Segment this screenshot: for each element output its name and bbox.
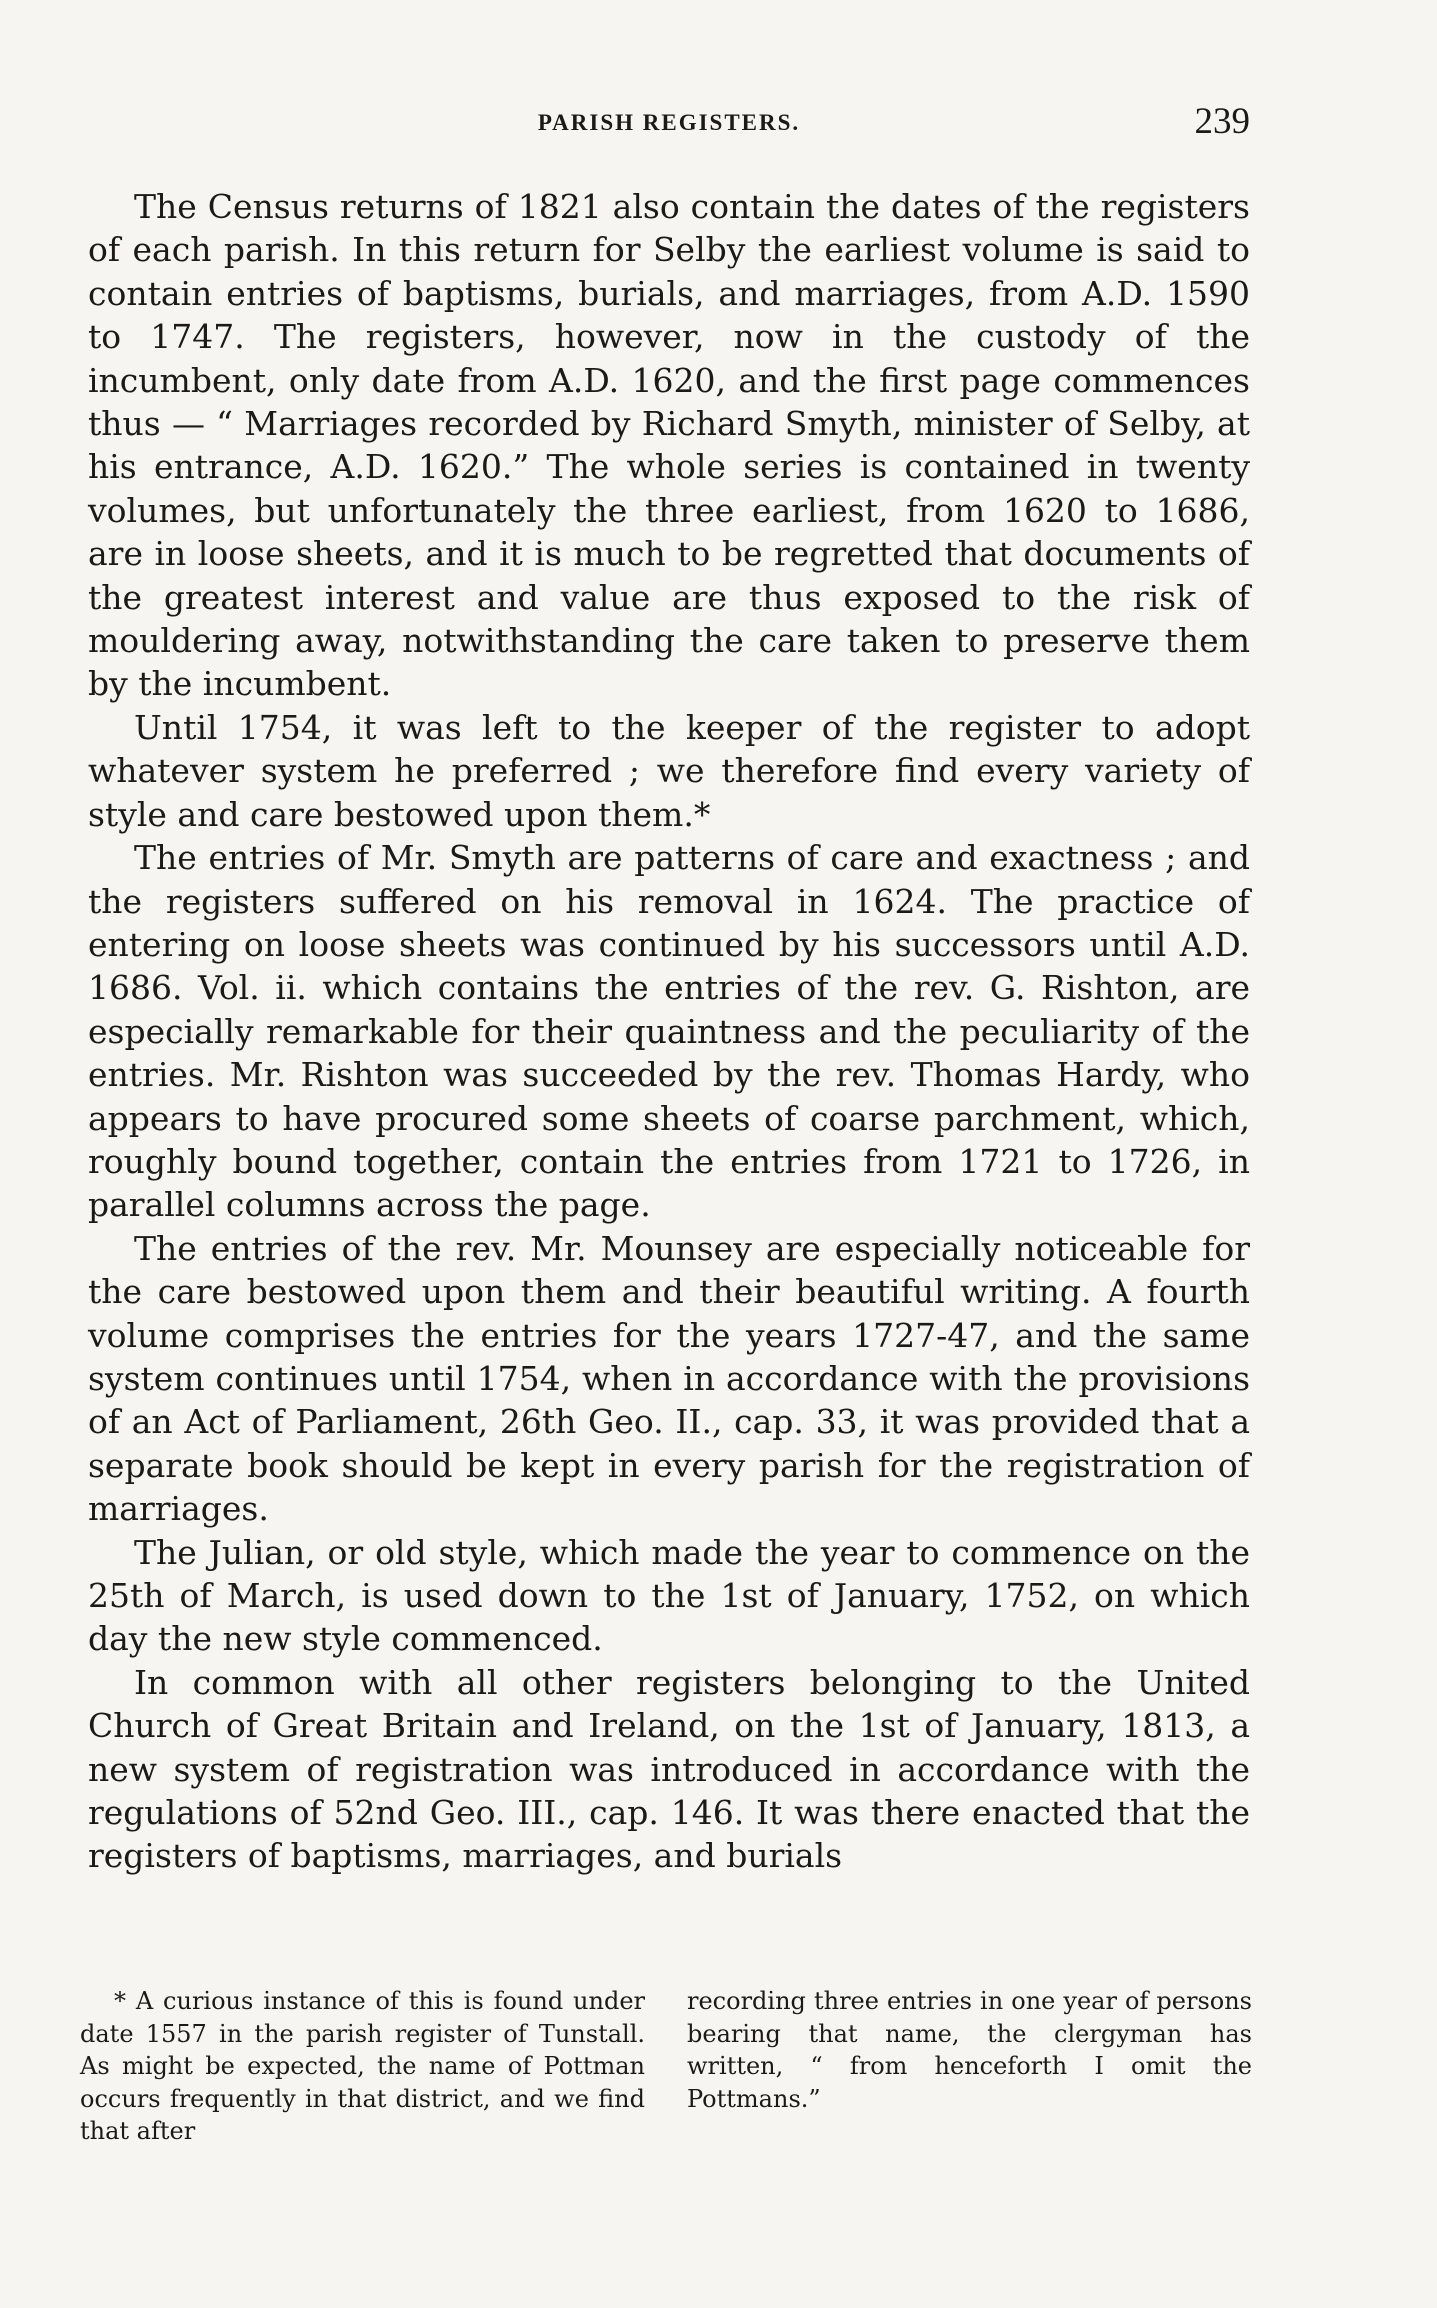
paragraph-census-returns: The Census returns of 1821 also contain the dates of the registers of each parish. In this return for Selby the earliest volume is said to contain entries of baptisms, burials, and marriages, from A.D. 1590 to 1747. The registers, however, now in the custody of the incumbent, only date from A.D. 1620, and the first page commences thus — “ Marriages recorded by Richard Smyth, minister of Selby, at his entrance, A.D. 1620.” The whole series is contained in twenty volumes, but unfortunately the three earliest, from 1620 to 1686, are in loose sheets, and it is much to be regretted that documents of the greatest interest and value are thus exposed to the risk of mouldering away, notwithstanding the care taken to preserve them by the incumbent. xyxy=(88,187,1250,704)
paragraph-new-system-1813: In common with all other registers belonging to the United Church of Great Britain and Ireland, on the 1st of January, 1813, a new system of registration was introduced in accordance with the regulations of 52nd Geo. III., cap. 146. It was there enacted that the registers of baptisms, marriages, and burials xyxy=(88,1662,1250,1876)
paragraph-julian-style: The Julian, or old style, which made the year to commence on the 25th of March, is used down to the 1st of January, 1752, on which day the new style commenced. xyxy=(88,1532,1250,1659)
running-title: PARISH REGISTERS. xyxy=(537,110,801,135)
body-text xyxy=(88,185,1250,1878)
footnote-right-column: recording three entries in one year of persons bearing that name, the clergyman has written, “ from henceforth I omit the Pottmans.” xyxy=(687,1987,1252,2113)
paragraph-mounsey-entries: The entries of the rev. Mr. Mounsey are especially noticeable for the care bestowed upon them and their beautiful writing. A fourth volume comprises the entries for the years 1727-47, and the same system continues until 1754, when in accordance with the provisions of an Act of Parliament, 26th Geo. II., cap. 33, it was provided that a separate book should be kept in every parish for the registration of marriages. xyxy=(88,1228,1250,1529)
running-head xyxy=(88,100,1250,148)
paragraph-smyth-entries: The entries of Mr. Smyth are patterns of care and exactness ; and the registers suffered on his removal in 1624. The practice of entering on loose sheets was continued by his successors until A.D. 1686. Vol. ii. which contains the entries of the rev. G. Rishton, are especially remarkable for their quaintness and the peculiarity of the entries. Mr. Rishton was succeeded by the rev. Thomas Hardy, who appears to have procured some sheets of coarse parchment, which, roughly bound together, contain the entries from 1721 to 1726, in parallel columns across the page. xyxy=(88,838,1250,1225)
page-number: 239 xyxy=(1194,101,1250,142)
footnote-left-column: * A curious instance of this is found under date 1557 in the parish register of Tunstall. As might be expected, the name of Pottman occurs frequently in that district, and we find that after xyxy=(80,1987,645,2145)
footnote xyxy=(80,1985,1252,2148)
paragraph-until-1754: Until 1754, it was left to the keeper of the register to adopt whatever system he preferred ; we therefore find every variety of style and care bestowed upon them.* xyxy=(88,707,1250,834)
